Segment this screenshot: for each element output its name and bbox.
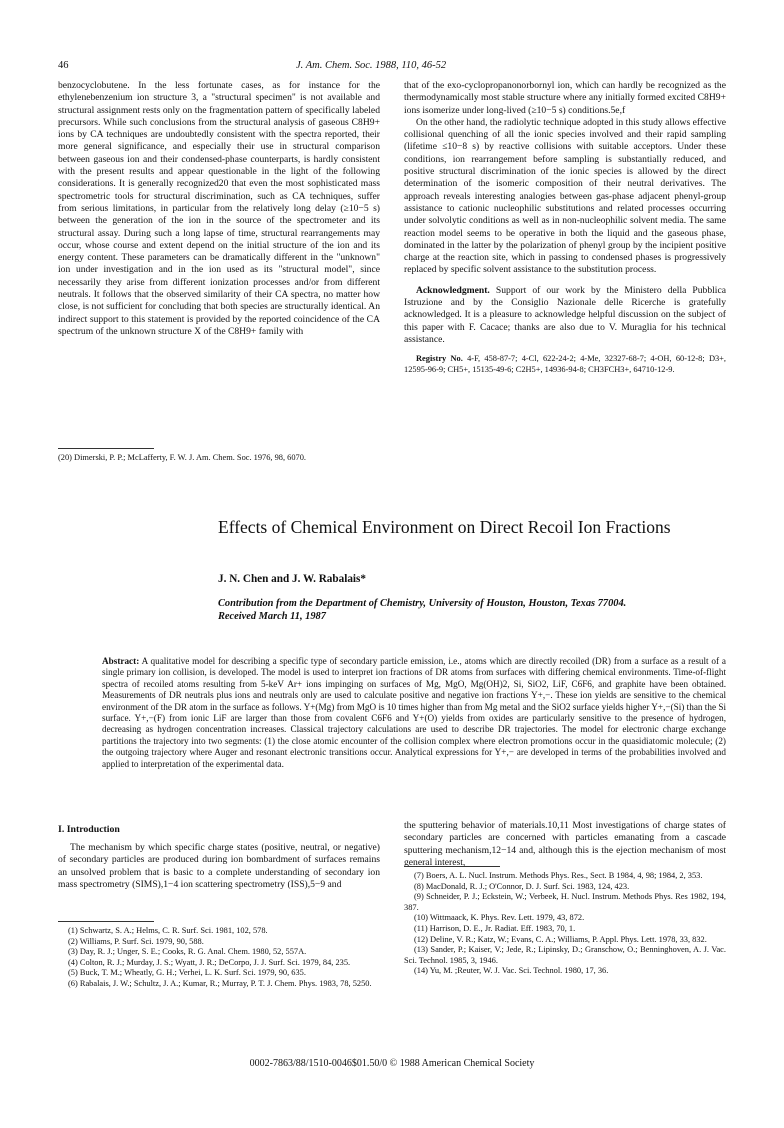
registry-label: Registry No. <box>416 354 463 364</box>
reference-item: (10) Wittmaack, K. Phys. Rev. Lett. 1979, 43, 872. <box>414 913 585 923</box>
abstract <box>102 656 726 770</box>
right-column-paragraph-2: On the other hand, the radiolytic technique adopted in this study allows effective collisional quenching of all the ionic species involved and their rapid sampling (lifetime ≤10−8 s) by reactive collisions with suitable acceptors. Under these conditions, ion rearrangement before sampling is substantially reduced, and positive structural discrimination of the ionic species is allowed by the direct determination of the isomeric composition of their neutral derivatives. The approach reveals interesting analogies between gas-phase adjacent phenyl-group assistance to cationic nucleophilic substitutions and related processes occurring under solvolytic conditions as well as in non-nucleophilic solvent media. The same reaction model seems to be operative in both the liquid and the gaseous phase, dominated in the latter by the polarization of phenyl group by the incipient positive charge at the reaction site, which in passing to condensed phases is progressively replaced by specific solvent assistance to the substitution process. <box>404 116 726 276</box>
reference-item: (1) Schwartz, S. A.; Helms, C. R. Surf. Sci. 1981, 102, 578. <box>68 926 268 935</box>
footnote-20: (20) Dimerski, P. P.; McLafferty, F. W. J. Am. Chem. Soc. 1976, 98, 6070. <box>58 453 307 462</box>
reference-item: (11) Harrison, D. E., Jr. Radiat. Eff. 1983, 70, 1. <box>414 923 576 933</box>
introduction-paragraph: The mechanism by which specific charge states (positive, neutral, or negative) of secondary particles are produced during ion bombardment of surfaces remains an unsolved problem that is basic to a complete understanding of secondary ion mass spectrometry (SIMS),1−4 ion scattering spectrometry (ISS),5−9 and <box>58 842 380 890</box>
references-right <box>404 871 726 977</box>
abstract-text: A qualitative model for describing a specific type of secondary particle emission, i.e., atoms which are directly recoiled (DR) from a surface as a result of a single primary ion collision, is developed. The model is used to interpret ion fractions of DR atoms from surfaces with differing chemical environments. Time-of-flight spectra of recoiled atoms resulting from 5-keV Ar+ ions impinging on surfaces of Mg, MgO, Mg(OH)2, Si, SiO2, LiF, C6F6, and graphite have been obtained. Measurements of DR neutrals plus ions and neutrals only are used to calculate positive and negative ion fractions Y+,−. These ion yields are sensitive to the chemical environment of the DR atom in the surface as follows. Y+(Mg) from MgO is 10 times higher than from Mg metal and the SiO2 surface yields higher Y+,−(Si) than the Si surface. Y+,−(F) from ionic LiF are larger than those from covalent C6F6 and Y+(O) yields from oxides are particularly sensitive to the presence of hydrogen, decreasing as hydrogen concentration increases. Classical trajectory calculations are used to describe DR trajectories. The model for electronic charge exchange partitions the trajectory into two segments: (1) the close atomic encounter of the collision complex where electron promotions occur in the quasidiatomic molecule; (2) the outgoing trajectory where Auger and resonant electronic transitions occur. Analytical expressions for Y+,− are developed in terms of the probabilities involved and applied to interpretation of the experimental data. <box>102 656 726 769</box>
introduction-continuation: the sputtering behavior of materials.10,11 Most investigations of charge states of secondary particles are concerned with particles emanating from a cascade sputtering mechanism,12−14 and, although this is the ejection mechanism of most general interest, <box>404 820 726 868</box>
page-footer: 0002-7863/88/1510-0046$01.50/0 © 1988 American Chemical Society <box>249 1058 535 1069</box>
previous-article-right-column <box>404 80 726 375</box>
affiliation <box>218 597 758 623</box>
reference-item: (8) MacDonald, R. J.; O'Connor, D. J. Surf. Sci. 1983, 124, 423. <box>414 881 630 891</box>
reference-item: (7) Boers, A. L. Nucl. Instrum. Methods Phys. Res., Sect. B 1984, 4, 98; 1984, 2, 353. <box>414 871 703 880</box>
page-number: 46 <box>58 60 69 71</box>
article-authors: J. N. Chen and J. W. Rabalais* <box>218 573 366 585</box>
registry-text: 4-F, 458-87-7; 4-Cl, 622-24-2; 4-Me, 32327-68-7; 4-OH, 60-12-8; D3+, 12595-96-9; CH5+, 15135-49-6; C2H5+, 14936-94-8; CH3FCH3+, 64710-12-9. <box>404 354 726 374</box>
references-left-rule <box>58 921 154 922</box>
introduction-heading: I. Introduction <box>58 824 120 835</box>
acknowledgment-text: Support of our work by the Ministero della Pubblica Istruzione and by the Consiglio Nazionale delle Ricerche is gratefully acknowledged. It is a pleasure to acknowledge helpful discussion on the subject of this paper with F. Cacace; thanks are also due to V. Muraglia for his technical assistance. <box>404 284 726 345</box>
reference-item: (9) Schneider, P. J.; Eckstein, W.; Verbeek, H. Nucl. Instrum. Methods Phys. Res 1982, 194, 387. <box>404 892 726 912</box>
reference-item: (12) Deline, V. R.; Katz, W.; Evans, C. A.; Williams, P. Appl. Phys. Lett. 1978, 33, 832. <box>414 934 707 944</box>
registry-numbers <box>404 354 726 375</box>
introduction-left-text <box>58 842 380 891</box>
references-left <box>58 926 380 990</box>
left-column-text: benzocyclobutene. In the less fortunate cases, as for instance for the ethylenebenzenium ion structure 3, a "structural specimen" is not available and structural assignment rests only on the fragmentation pattern of specifically labeled precursors. While such conclusions from the structural analysis of gaseous C8H9+ ions by CA techniques are undoubtedly consistent with the spectra reported, their more general significance, and especially their use in structural comparison between gaseous ion and their condensed-phase counterparts, is hardly consistent with the present results and appear questionable in the light of the following considerations. It is generally recognized20 that even the most sophisticated mass spectrometric tools for structural discrimination, such as CA techniques, suffer from serious limitations, in particular from the relatively long delay (≥10−5 s) between the generation of the ion in the source of the spectrometer and its structural assay. During such a long lapse of time, structural rearrangements may occur, whose course and extent depend on the initial structure of the ion and its energy content. These parameters can be dramatically different in the "unknown" ion under investigation and in the ion used as its "structural model", since necessarily they arise from different ionization processes and/or from different neutrals. It follows that the observed similarity of their CA spectra, no matter how close, is not sufficient for concluding that both species are structurally identical. An indirect support to this statement is provided by the reported coincidence of the CA spectrum of the unknown structure X of the C8H9+ family with <box>58 80 380 337</box>
reference-item: (5) Buck, T. M.; Wheatly, G. H.; Verhei, L. K. Surf. Sci. 1979, 90, 635. <box>68 968 306 978</box>
article-title: Effects of Chemical Environment on Direct Recoil Ion Fractions <box>218 517 671 537</box>
reference-item: (14) Yu, M. ;Reuter, W. J. Vac. Sci. Technol. 1980, 17, 36. <box>414 966 609 976</box>
acknowledgment <box>404 285 726 346</box>
footnote-rule <box>58 448 154 449</box>
affiliation-text: Contribution from the Department of Chemistry, University of Houston, Houston, Texas 77004. <box>218 598 627 609</box>
reference-item: (13) Sander, P.; Kaiser, V.; Jede, R.; Lipinsky, D.; Granschow, O.; Benninghoven, A. J. Vac. Sci. Technol. 1985, 3, 1946. <box>404 945 726 965</box>
acknowledgment-label: Acknowledgment. <box>416 284 490 296</box>
references-right-rule <box>404 866 500 867</box>
reference-item: (2) Williams, P. Surf. Sci. 1979, 90, 588. <box>68 936 204 946</box>
abstract-label: Abstract: <box>102 656 140 666</box>
reference-item: (6) Rabalais, J. W.; Schultz, J. A.; Kumar, R.; Murray, P. T. J. Chem. Phys. 1983, 78, 5250. <box>68 978 372 988</box>
previous-article-left-column <box>58 80 380 338</box>
received-date: Received March 11, 1987 <box>218 611 326 622</box>
reference-item: (4) Colton, R. J.; Murday, J. S.; Wyatt, J. R.; DeCorpo, J. J. Surf. Sci. 1979, 84, 235. <box>68 957 351 967</box>
right-column-paragraph-1: that of the exo-cyclopropanonorbornyl ion, which can hardly be recognized as the thermodynamically most stable structure where any initially formed excited C8H9+ ions isomerize under long-lived (≥10−5 s) conditions.5e,f <box>404 80 726 116</box>
introduction-right-text <box>404 820 726 869</box>
journal-header: J. Am. Chem. Soc. 1988, 110, 46-52 <box>296 60 447 71</box>
reference-item: (3) Day, R. J.; Unger, S. E.; Cooks, R. G. Anal. Chem. 1980, 52, 557A. <box>68 947 307 957</box>
